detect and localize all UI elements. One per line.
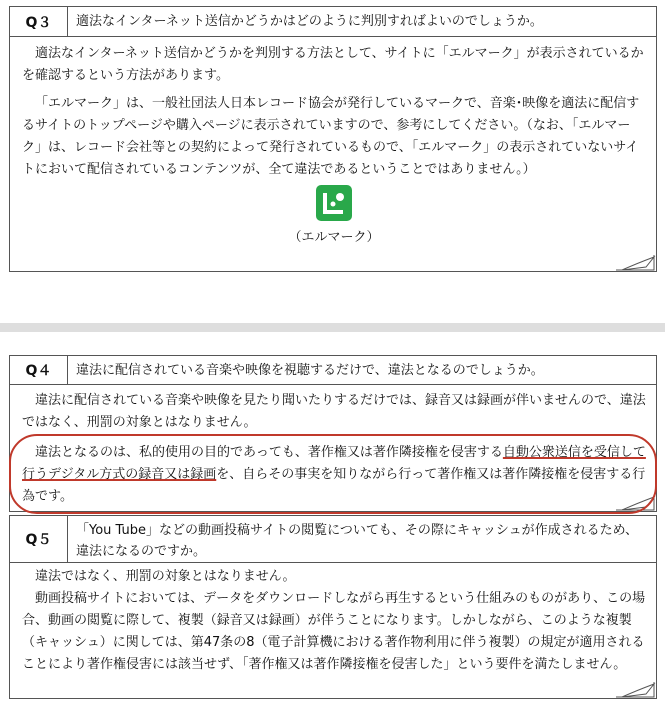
q5-paragraph-1: 違法ではなく、刑罰の対象とはなりません。 — [35, 569, 296, 584]
q3-answer — [10, 37, 656, 249]
page-fold-icon — [616, 255, 656, 271]
q4-question: 違法に配信されている音楽や映像を視聴するだけで、違法となるのでしょうか。 — [76, 363, 544, 378]
q4-p2-highlight: 自動公衆送信を受信して行うデジタル方式の録音又は録画 — [22, 445, 646, 482]
q3-label: Q３ — [10, 7, 68, 36]
q5-header — [10, 516, 656, 563]
q5-label: Q５ — [10, 516, 68, 562]
q4-answer — [10, 385, 656, 508]
l-mark — [22, 185, 646, 249]
q4-label: Q４ — [10, 356, 68, 384]
q3-paragraph-1: 適法なインターネット送信かどうかを判別する方法として、サイトに「エルマーク」が表示されているかを確認するという方法があります。 — [22, 46, 644, 83]
section-divider — [0, 323, 665, 332]
q4-paragraph-1: 違法に配信されている音楽や映像を見たり聞いたりするだけでは、録音又は録画が伴いませんので、違法ではなく、刑罰の対象とはなりません。 — [22, 393, 646, 430]
l-mark-logo-icon — [316, 185, 352, 221]
q3-paragraph-2: 「エルマーク」は、一般社団法人日本レコード協会が発行しているマークで、音楽･映像を適法に配信するサイトのトップページや購入ページに表示されていますので、参考にしてください。（なお、「エルマーク」は、レコード会社等との契約によって発行されているもので、「エルマーク」の表示されていないサイトにおいて配信されているコンテンツが、全て違法であるということではありません。） — [22, 96, 640, 177]
page-fold-icon — [616, 495, 656, 511]
q5-box — [9, 515, 657, 699]
q3-question: 適法なインターネット送信かどうかはどのように判別すればよいのでしょうか。 — [76, 14, 543, 29]
q4-box — [9, 355, 657, 512]
q4-p2-pre: 違法となるのは、私的使用の目的であっても、著作権又は著作隣接権を侵害する — [35, 445, 503, 460]
q4-header — [10, 356, 656, 385]
page-fold-icon — [616, 682, 656, 698]
q5-question: 「You Tube」などの動画投稿サイトの閲覧についても、その際にキャッシュが作成されるため、違法になるのですか。 — [76, 523, 639, 559]
q4-paragraph-2 — [22, 442, 646, 508]
q3-header — [10, 7, 656, 37]
q3-box — [9, 6, 657, 272]
q4-p2-post: を、自らその事実を知りながら行って著作権又は著作隣接権を侵害する行為です。 — [22, 467, 646, 504]
l-mark-caption: （エルマーク） — [288, 230, 380, 245]
q5-paragraph-2: 動画投稿サイトにおいては、データをダウンロードしながら再生するという仕組みのものがあり、この場合、動画の閲覧に際して、複製（録音又は録画）が伴うことになります。しかしながら、このような複製（キャッシュ）に関しては、第47条の8（電子計算機における著作物利用に伴う複製）の規定が適用されることにより著作権侵害には該当せず、「著作権又は著作隣接権を侵害した」という要件を満たしません。 — [22, 591, 646, 672]
q5-answer — [10, 563, 656, 676]
